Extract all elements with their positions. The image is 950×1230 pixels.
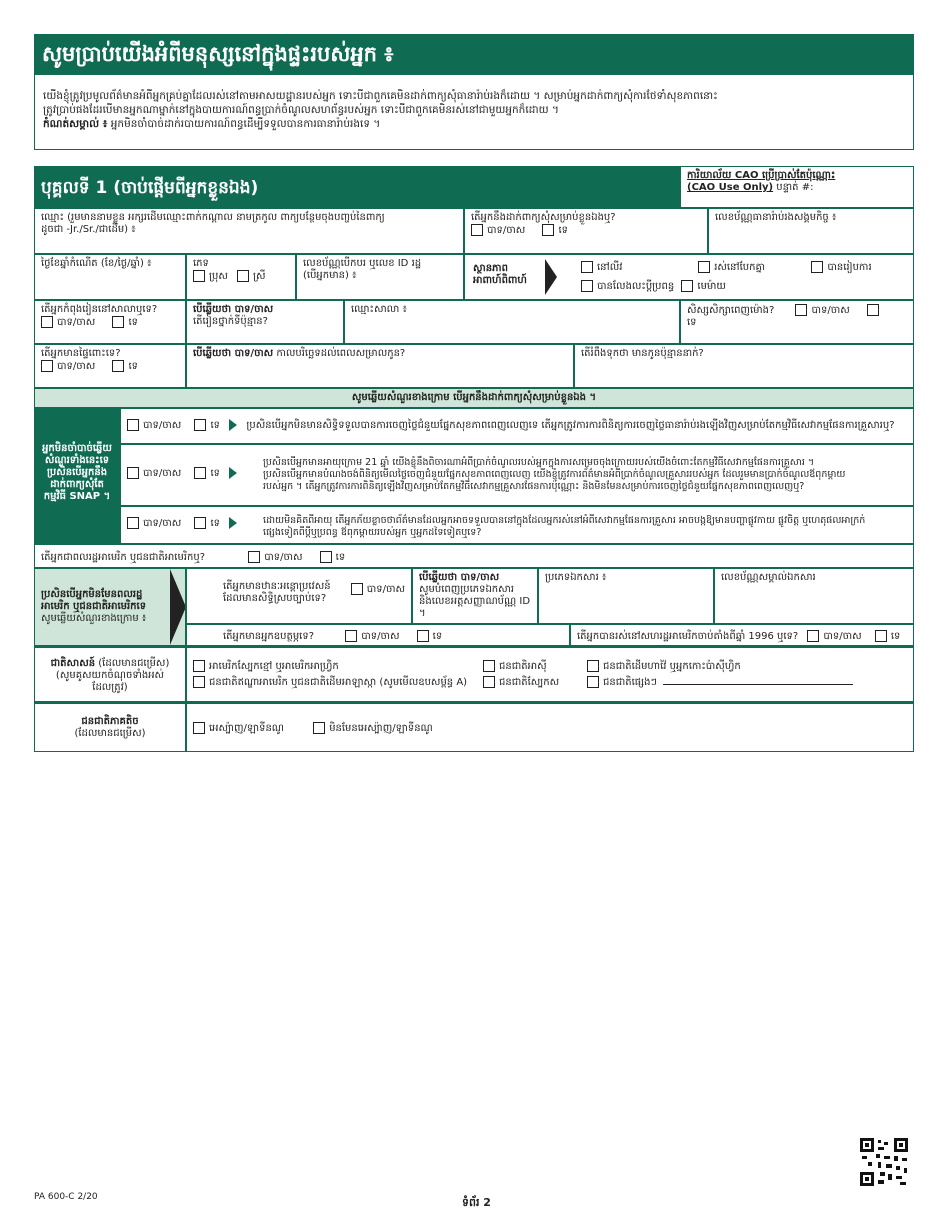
intro-line1: យើងខ្ញុំត្រូវប្រមូលព័ត៌មានអំពីអ្នកគ្រប់គ្នាដែលរស់នៅតាមអាសយដ្ឋានរបស់អ្នក ទោះបីជាពួកគេមិនដាក់ពាក្យសុំធានារ៉ាប់រងក៏ដោយ ។ សម្រាប់អ្នកដាក់ពាក្យសុំការថែទាំសុខភាពនោះ <box>43 90 718 102</box>
snap-side-note: អ្នកមិនចាំបាច់ឆ្លើយសំណួរទាំងនេះទេ ប្រសិនបើអ្នកនឹងដាក់ពាក្យសុំតែកម្មវិធី SNAP ។ <box>34 408 120 544</box>
person-title: បុគ្គលទី 1 (ចាប់ផ្តើមពីអ្នកខ្លួនឯង) <box>34 166 680 208</box>
id-field[interactable] <box>296 254 464 300</box>
single-label: នៅលីវ <box>597 262 623 273</box>
q3-yes-checkbox[interactable] <box>127 517 139 529</box>
note-label: កំណត់សម្គាល់ ៖ <box>43 118 108 130</box>
arrow-icon <box>170 569 186 645</box>
race-asian-checkbox[interactable] <box>483 660 495 672</box>
separated-label: រស់នៅបែកគ្នា <box>714 262 765 273</box>
fulltime-yes-checkbox[interactable] <box>795 304 807 316</box>
q3-no-checkbox[interactable] <box>194 517 206 529</box>
id-label: លេខប័ណ្ណបើកបរ ឬលេខ ID រដ្ឋ <box>303 258 422 269</box>
school-yes-checkbox[interactable] <box>41 316 53 328</box>
line-label: បន្ទាត់ #: <box>776 182 814 193</box>
race-label-cell: ជាតិសាសន៍ (ដែលមានជម្រើស) (សូមគូសយកចំណុចទាំងអស់ ដែលត្រូវ) <box>34 646 186 702</box>
snap-q3: បាទ/ចាស ទេ ដោយមិនគិតពីអាយុ តើអ្នកភ័យខ្លាចថាព័ត៌មានដែលអ្នកអាចទទួលបាននៅក្នុងដែលអ្នករស់នៅអំពីសេវាកម្មផែនការគ្រួសារ អាចបង្កឱ្យមានបញ្ហាផ្លូវកាយ ផ្លូវចិត្ត ឬហេតុផលអាក្រក់ ផ្សេងទៀតពីប្តីឬប្រពន្ធ ឪពុកម្តាយរបស់អ្នក ឬអ្នកដទៃទៀតឬទេ? <box>120 506 914 544</box>
hispanic-checkbox[interactable] <box>193 722 205 734</box>
pregnant-no-checkbox[interactable] <box>112 360 124 372</box>
ethnicity-options: អេស្ប៉ាញ/ឡាទីនណូ មិនមែនអេស្ប៉ាញ/ឡាទីនណូ <box>186 702 914 752</box>
q2-text-c: របស់អ្នក ។ តើអ្នកត្រូវការការពិនិត្យឡើងវិញសម្រាប់តែកម្មវិធីសេវាកម្មគ្រួសារផែនការប៉ុណ្ណោះ និងមិនមែនសម្រាប់ការចេញថ្លៃជំនួយផ្នែកសុខភាពពេញលេញឬ? <box>263 481 805 492</box>
snap-q2: បាទ/ចាស ទេ ប្រសិនបើអ្នកមានអាយុក្រោម 21 ឆ្នាំ យើងខ្ញុំនឹងពិចារណាអំពីប្រាក់ចំណូលរបស់អ្នកក្នុងការសម្រេចចុងក្រោយរបស់យើងចំពោះតែកម្មវិធីសេវាកម្មផែនការគ្រួសារ ។ ប្រសិនបើអ្នកមានបំណងចង់ពិនិត្យមើលថ្លៃចេញជំនួយផ្នែកសុខភាពពេញលេញ យើងខ្ញុំត្រូវការព័ត៌មានអំពីប្រាក់ចំណូលគ្រួសាររបស់អ្នក ដែលរួមមានប្រាក់ចំណូលឪពុកម្តាយ របស់អ្នក ។ តើអ្នកត្រូវការការពិនិត្យឡើងវិញសម្រាប់តែកម្មវិធីសេវាកម្មគ្រួសារផែនការប៉ុណ្ណោះ និងមិនមែនសម្រាប់ការចេញថ្លៃជំនួយផ្នែកសុខភាពពេញលេញឬ? <box>120 444 914 506</box>
sponsor-yes-checkbox[interactable] <box>345 630 357 642</box>
divorced-checkbox[interactable] <box>581 280 593 292</box>
since-1996-question: តើអ្នកបានរស់នៅសហរដ្ឋអាមេរិកចាប់តាំងពីឆ្នាំ 1996 ឬទេ? <box>577 631 799 642</box>
doc-type-field[interactable]: ប្រភេទឯកសារ ៖ <box>538 568 714 624</box>
widowed-label: មេម៉ាយ <box>697 281 726 292</box>
name-field[interactable] <box>34 208 464 254</box>
sponsor-no-checkbox[interactable] <box>417 630 429 642</box>
status-question2: ដែលមានសិទ្ធិស្របច្បាប់ទេ? <box>223 593 327 604</box>
sponsor-field: តើអ្នកមានអ្នកឧបត្ថម្ភទេ? បាទ/ចាស ទេ <box>186 624 570 646</box>
doc-if-yes: បើឆ្លើយថា បាទ/ចាស សូមបំពេញប្រភេទឯកសារ និងលេខអត្តសញ្ញាណប័ណ្ណ ID ។ <box>412 568 538 624</box>
if-yes-label: បើឆ្លើយថា បាទ/ចាស <box>193 304 274 315</box>
pregnant-field: តើអ្នកមានផ្ទៃពោះទេ? បាទ/ចាស ទេ <box>34 344 186 388</box>
doc-note2: និងលេខអត្តសញ្ញាណប័ណ្ណ ID ។ <box>419 596 531 619</box>
ssn-field[interactable]: លេខប័ណ្ណធានារ៉ាប់រងសង្គមកិច្ច ៖ <box>708 208 914 254</box>
non-citizen-side <box>34 568 186 646</box>
school-no-checkbox[interactable] <box>112 316 124 328</box>
immigration-status-field: បាទ/ចាស តើអ្នកមានឋានៈអន្តោប្រវេសន៍ ដែលមានសិទ្ធិស្របច្បាប់ទេ? <box>186 568 412 624</box>
citizen-row: តើអ្នកជាពលរដ្ឋអាមេរិក ឬជនជាតិអាមេរិកឬ? បាទ/ចាស ទេ <box>34 544 914 568</box>
fulltime-no-checkbox[interactable] <box>867 304 879 316</box>
male-checkbox[interactable] <box>193 270 205 282</box>
since-1996-yes-checkbox[interactable] <box>807 630 819 642</box>
race-other-input[interactable] <box>663 684 853 685</box>
single-checkbox[interactable] <box>581 261 593 273</box>
female-label: ស្រី <box>253 271 266 282</box>
marital-field <box>464 254 914 300</box>
race-other-checkbox[interactable] <box>587 676 599 688</box>
q2-no-checkbox[interactable] <box>194 467 206 479</box>
arrow-icon <box>545 259 557 295</box>
married-checkbox[interactable] <box>811 261 823 273</box>
doc-note1: សូមបំពេញប្រភេទឯកសារ <box>419 584 515 595</box>
apply-no-checkbox[interactable] <box>542 224 554 236</box>
since-1996-field: តើអ្នកបានរស់នៅសហរដ្ឋអាមេរិកចាប់តាំងពីឆ្នាំ 1996 ឬទេ? បាទ/ចាស ទេ <box>570 624 914 646</box>
yes-label: បាទ/ចាស <box>487 225 526 236</box>
status-yes-checkbox[interactable] <box>351 583 363 595</box>
race-native-checkbox[interactable] <box>193 676 205 688</box>
side-line2: អាមេរិក ឬជនជាតិអាមេរិកទេ <box>41 601 147 612</box>
female-checkbox[interactable] <box>237 270 249 282</box>
due-label: កាលបរិច្ឆេទដល់ពេលសម្រាលកូន? <box>276 348 406 359</box>
non-hispanic-checkbox[interactable] <box>313 722 325 734</box>
arrow-icon <box>229 467 237 479</box>
q1-no-checkbox[interactable] <box>194 419 206 431</box>
sex-label: ភេទ <box>193 258 209 269</box>
grade-label: តើរៀនថ្នាក់ទីប៉ុន្មាន? <box>193 316 268 327</box>
school-field: តើអ្នកកំពុងរៀននៅសាលាឬទេ? បាទ/ចាស ទេ <box>34 300 186 344</box>
apply-self-label: តើអ្នកនឹងដាក់ពាក្យសុំសម្រាប់ខ្លួនឯងឬ? <box>471 212 616 223</box>
arrow-icon <box>229 517 237 529</box>
side-line3: សូមឆ្លើយសំណួរខាងក្រោម ៖ <box>41 613 147 624</box>
form-number: PA 600-C 2/20 <box>34 1192 98 1202</box>
snap-banner: សូមឆ្លើយសំណួរខាងក្រោម បើអ្នកនឹងដាក់ពាក្យសុំសម្រាប់ខ្លួនឯង ។ <box>34 388 914 408</box>
doc-id-field[interactable]: លេខប័ណ្ណសម្គាល់ឯកសារ <box>714 568 914 624</box>
fulltime-no-label: ទេ <box>687 317 697 328</box>
cao-box <box>680 166 914 208</box>
race-black-checkbox[interactable] <box>193 660 205 672</box>
grade-field[interactable] <box>186 300 344 344</box>
page-number: ទំព័រ 2 <box>462 1196 491 1209</box>
side-line1: ប្រសិនបើអ្នកមិនមែនពលរដ្ឋ <box>41 589 143 600</box>
id-label2: (បើអ្នកមាន) ៖ <box>303 270 357 281</box>
q3-text-b: ផ្សេងទៀតពីប្តីឬប្រពន្ធ ឪពុកម្តាយរបស់អ្នក ឬអ្នកដទៃទៀតឬទេ? <box>263 527 482 538</box>
babies-field[interactable]: តើរំពឹងទុកថា មានកូនប៉ុន្មាននាក់? <box>574 344 914 388</box>
q2-yes-checkbox[interactable] <box>127 467 139 479</box>
note-text: អ្នកមិនចាំបាច់ដាក់របាយការណ៍ពន្ធដើម្បីទទួលបានការធានារ៉ាប់រងទេ ។ <box>110 118 381 130</box>
pregnant-yes-checkbox[interactable] <box>41 360 53 372</box>
sex-field <box>186 254 296 300</box>
apply-yes-checkbox[interactable] <box>471 224 483 236</box>
q1-text: ប្រសិនបើអ្នកមិនមានសិទ្ធិទទួលបានការចេញថ្លៃជំនួយផ្នែកសុខភាពពេញលេញទេ តើអ្នកត្រូវការការពិនិត្យការចេញថ្លៃធានារ៉ាប់រងឡើងវិញសម្រាប់តែកម្មវិធីសេវាកម្មផែនការគ្រួសារឬ? <box>246 420 895 431</box>
citizen-question: តើអ្នកជាពលរដ្ឋអាមេរិក ឬជនជាតិអាមេរិកឬ? <box>41 552 206 563</box>
race-options: អាមេរិកស្បែកខ្មៅ ឬអាមេរិកអាហ្វ្រិក ជនជាតិអាស៊ី ជនជាតិដើមហាវ៉ៃ ឬអ្នកកោះប៉ាស៊ីហ្វិក ជនជាតិឥណ្ឌាអាមេរិក ឬជនជាតិដើមអាឡាស្កា (សូមមើលឧបសម្ព័ន្ធ A) ជនជាតិស្បែកស ជនជាតិផ្សេងៗ <box>186 646 914 702</box>
citizen-yes-checkbox[interactable] <box>248 551 260 563</box>
arrow-icon <box>229 419 237 431</box>
q3-text-a: ដោយមិនគិតពីអាយុ តើអ្នកភ័យខ្លាចថាព័ត៌មានដែលអ្នកអាចទទួលបាននៅក្នុងដែលអ្នករស់នៅអំពីសេវាកម្មផែនការគ្រួសារ អាចបង្កឱ្យមានបញ្ហាផ្លូវកាយ ផ្លូវចិត្ត ឬហេតុផលអាក្រក់ <box>263 515 866 526</box>
intro-line2: ត្រូវប្រាប់ផងដែរបើមានអ្នកណាម្នាក់នៅក្នុងបាយការណ៍ពន្ធប្រាក់ចំណូលសហព័ន្ធរបស់អ្នក ទោះបីជាពួកគេមិនរស់នៅជាមួយអ្នកក៏ដោយ ។ <box>43 104 559 116</box>
school-name-field[interactable]: ឈ្មោះសាលា ៖ <box>344 300 680 344</box>
citizen-no-checkbox[interactable] <box>320 551 332 563</box>
no-label: ទេ <box>558 225 568 236</box>
q2-text-a: ប្រសិនបើអ្នកមានអាយុក្រោម 21 ឆ្នាំ យើងខ្ញុំនឹងពិចារណាអំពីប្រាក់ចំណូលរបស់អ្នកក្នុងការសម្រេចចុងក្រោយរបស់យើងចំពោះតែកម្មវិធីសេវាកម្មផែនការគ្រួសារ ។ <box>263 457 815 468</box>
separated-checkbox[interactable] <box>698 261 710 273</box>
fulltime-label: សិស្សសិក្សាពេញម៉ោង? <box>687 305 775 316</box>
cao-label: ការិយាល័យ CAO ប្រើប្រាស់តែប៉ុណ្ណោះ <box>687 170 836 181</box>
qr-code-icon <box>860 1138 908 1186</box>
q1-yes-checkbox[interactable] <box>127 419 139 431</box>
widowed-checkbox[interactable] <box>681 280 693 292</box>
pregnant-label: តើអ្នកមានផ្ទៃពោះទេ? <box>41 348 121 359</box>
fulltime-field: សិស្សសិក្សាពេញម៉ោង? បាទ/ចាស ទេ <box>680 300 914 344</box>
q2-text-b: ប្រសិនបើអ្នកមានបំណងចង់ពិនិត្យមើលថ្លៃចេញជំនួយផ្នែកសុខភាពពេញលេញ យើងខ្ញុំត្រូវការព័ត៌មានអំពីប្រាក់ចំណូលគ្រួសាររបស់អ្នក ដែលរួមមានប្រាក់ចំណូលឪពុកម្តាយ <box>263 469 846 480</box>
apply-self-field <box>464 208 708 254</box>
race-white-checkbox[interactable] <box>483 676 495 688</box>
snap-q1: បាទ/ចាស ទេ ប្រសិនបើអ្នកមិនមានសិទ្ធិទទួលបានការចេញថ្លៃជំនួយផ្នែកសុខភាពពេញលេញទេ តើអ្នកត្រូវការការពិនិត្យការចេញថ្លៃធានារ៉ាប់រងឡើងវិញសម្រាប់តែកម្មវិធីសេវាកម្មផែនការគ្រួសារឬ? <box>120 408 914 444</box>
intro-note <box>43 117 905 131</box>
married-label: បានរៀបការ <box>827 262 872 273</box>
ethnicity-label-cell: ជនជាតិភាគតិច (ដែលមានជម្រើស) <box>34 702 186 752</box>
school-label: តើអ្នកកំពុងរៀននៅសាលាឬទេ? <box>41 304 158 315</box>
section-title: សូមប្រាប់យើងអំពីមនុស្សនៅក្នុងផ្ទះរបស់អ្នក ៖ <box>34 34 914 74</box>
since-1996-no-checkbox[interactable] <box>875 630 887 642</box>
intro-text <box>34 74 914 150</box>
race-hawaiian-checkbox[interactable] <box>587 660 599 672</box>
cao-sub: (CAO Use Only) <box>687 182 774 193</box>
dob-field[interactable]: ថ្ងៃខែឆ្នាំកំណើត (ខែ/ថ្ងៃ/ឆ្នាំ) ៖ <box>34 254 186 300</box>
name-label2: ដូចជា -Jr./Sr./ជាដើម) ៖ <box>41 224 136 235</box>
male-label: ប្រុស <box>209 271 228 282</box>
name-label: ឈ្មោះ (រួមមាននាមខ្លួន អក្សរដើមឈ្មោះពាក់កណ្តាល នាមត្រកូល ពាក្យបន្ថែមចុងបញ្ចប់នៃពាក្យ <box>41 212 385 223</box>
status-question: តើអ្នកមានឋានៈអន្តោប្រវេសន៍ <box>223 581 331 592</box>
sponsor-question: តើអ្នកមានអ្នកឧបត្ថម្ភទេ? <box>223 631 315 642</box>
marital-label: ស្ថានភាព អាពាហ៍ពិពាហ៍ <box>473 263 527 286</box>
due-date-field[interactable]: បើឆ្លើយថា បាទ/ចាស កាលបរិច្ឆេទដល់ពេលសម្រាលកូន? <box>186 344 574 388</box>
divorced-label: បានលែងលះប្តីប្រពន្ធ <box>597 281 675 292</box>
